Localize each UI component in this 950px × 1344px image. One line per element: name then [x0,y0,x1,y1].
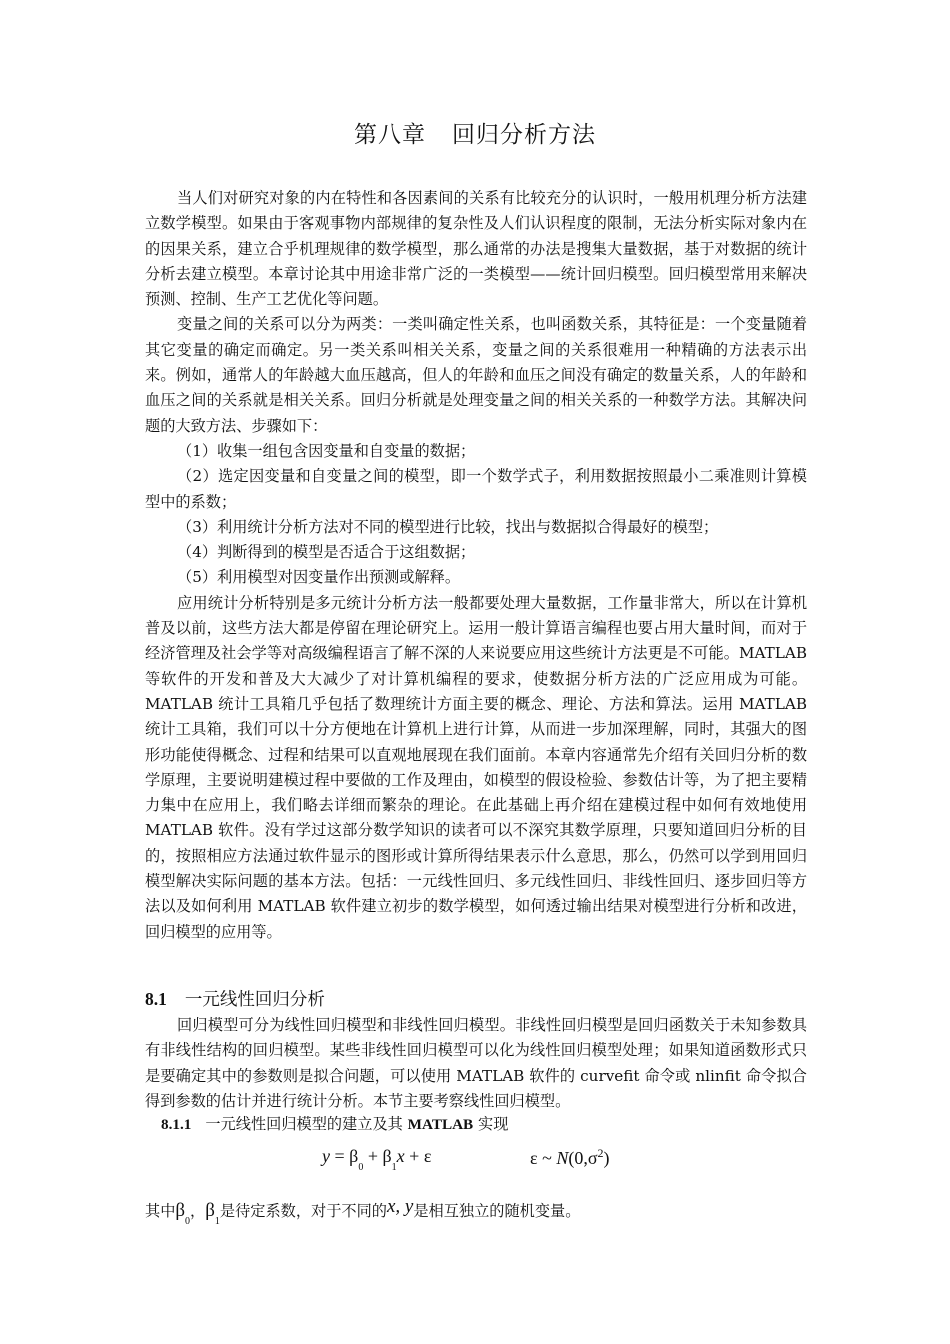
subsection-number: 8.1.1 [161,1116,192,1133]
step-item-2: （2）选定因变量和自变量之间的模型，即一个数学式子，利用数据按照最小二乘准则计算模型中的系数； [145,467,807,511]
paragraph-section: 回归模型可分为线性回归模型和非线性回归模型。非线性回归模型是回归函数关于未知参数具有非线性结构的回归模型。某些非线性回归模型可以化为线性回归模型处理；如果知道函数形式只是要确定其中的参数则是拟合问题，可以使用 MATLAB 软件的 curvefit 命令或 nlinfit 命令拟合得到参数的估计并进行统计分析。本节主要考察线性回归模型。 [145,1016,807,1110]
error-distribution [530,1146,610,1169]
dist-close: ) [603,1148,610,1168]
subsection-title: 一元线性回归模型的建立及其 [205,1115,403,1133]
final-comma: ， [190,1202,206,1220]
final-line [145,1196,580,1227]
intro-body [145,186,807,945]
subsection-title-tail: 实现 [478,1115,509,1133]
eq-equals: = [330,1146,350,1166]
final-beta1: $\beta_1$ [205,1200,220,1227]
subsection-title-matlab: MATLAB [407,1116,474,1133]
eq-beta0: β [349,1146,359,1166]
final-pre: 其中 [145,1202,176,1220]
section-number: 8.1 [145,989,167,1009]
paragraph-intro: 当人们对研究对象的内在特性和各因素间的关系有比较充分的认识时，一般用机理分析方法建立数学模型。如果由于客观事物内部规律的复杂性及人们认识程度的限制，无法分析实际对象内在的因果关系，建立合乎机理规律的数学模型，那么通常的办法是搜集大量数据，基于对数据的统计分析去建立模型。本章讨论其中用途非常广泛的一类模型——统计回归模型。回归模型常用来解决预测、控制、生产工艺优化等问题。 [145,189,807,309]
final-mid: 是待定系数，对于不同的 [219,1202,387,1220]
eq-beta1-sub: 1 [391,1162,397,1173]
step-item-4: （4）判断得到的模型是否适合于这组数据； [177,543,476,562]
paragraph-matlab: 应用统计分析特别是多元统计分析方法一般都要处理大量数据，工作量非常大，所以在计算机普及以前，这些方法大都是停留在理论研究上。运用一般计算语言编程也要占用大量时间，而对于经济管理及社会学等对高级编程语言了解不深的人来说要应用这些统计方法更是不可能。MATLAB 等软件的开发和普及大大减少了对计算机编程的要求，使数据分析方法的广泛应用成为可能。MATLAB 统计工具箱几乎包括了数理统计方面主要的概念、理论、方法和算法。运用 MATLAB 统计工具箱，我们可以十分方便地在计算机上进行计算，从而进一步加深理解，同时，其强大的图形功能使得概念、过程和结果可以直观地展现在我们面前。本章内容通常先介绍有关回归分析的数学原理，主要说明建模过程中要做的工作及理由，如模型的假设检验、参数估计等，为了把主要精力集中在应用上，我们略去详细而繁杂的理论。在此基础上再介绍在建模过程中如何有效地使用 MATLAB 软件。没有学过这部分数学知识的读者可以不深究其数学原理，只要知道回归分析的目的，按照相应方法通过软件显示的图形或计算所得结果表示什么意思，那么，仍然可以学到用回归模型解决实际问题的基本方法。包括：一元线性回归、多元线性回归、非线性回归、逐步回归等方法以及如何利用 MATLAB 软件建立初步的数学模型，如何透过输出结果对模型进行分析和改进，回归模型的应用等。 [145,593,807,941]
subsection-heading [161,1113,508,1134]
eq-x: x [396,1146,405,1166]
eq-plus-2: + [404,1146,424,1166]
chapter-name: 回归分析方法 [452,122,596,148]
chapter-title [0,116,950,149]
dist-args: (0,σ [568,1148,598,1168]
eq-y: y [322,1146,330,1166]
section-title: 一元线性回归分析 [184,990,325,1010]
dist-sigma-square: 2 [597,1146,604,1160]
final-post: 是相互独立的随机变量。 [413,1202,581,1220]
step-item-5: （5）利用模型对因变量作出预测或解释。 [177,568,461,587]
step-item-1: （1）收集一组包含因变量和自变量的数据； [177,441,476,460]
eq-plus-1: + [363,1146,383,1166]
eq-epsilon: ε [423,1146,432,1166]
dist-epsilon: ε [530,1148,538,1168]
paragraph-relations: 变量之间的关系可以分为两类：一类叫确定性关系，也叫函数关系，其特征是：一个变量随着其它变量的确定而确定。另一类关系叫相关关系，变量之间的关系很难用一种精确的方法表示出来。例如，通常人的年龄越大血压越高，但人的年龄和血压之间没有确定的数量关系，人的年龄和血压之间的关系就是相关关系。回归分析就是处理变量之间的相关关系的一种数学方法。其解决问题的大致方法、步骤如下： [145,315,807,435]
section-heading [145,986,325,1011]
eq-beta1: β [382,1146,392,1166]
section-body [145,1013,807,1114]
dist-tilde: ~ [537,1148,557,1168]
step-item-3: （3）利用统计分析方法对不同的模型进行比较，找出与数据拟合得最好的模型； [177,517,719,536]
chapter-number: 第八章 [354,122,426,148]
regression-equation [322,1146,431,1173]
eq-beta0-sub: 0 [358,1162,364,1173]
final-beta0: $\beta_0$ [175,1200,191,1227]
final-xy: x, y [386,1196,414,1217]
dist-N: N [556,1148,569,1168]
